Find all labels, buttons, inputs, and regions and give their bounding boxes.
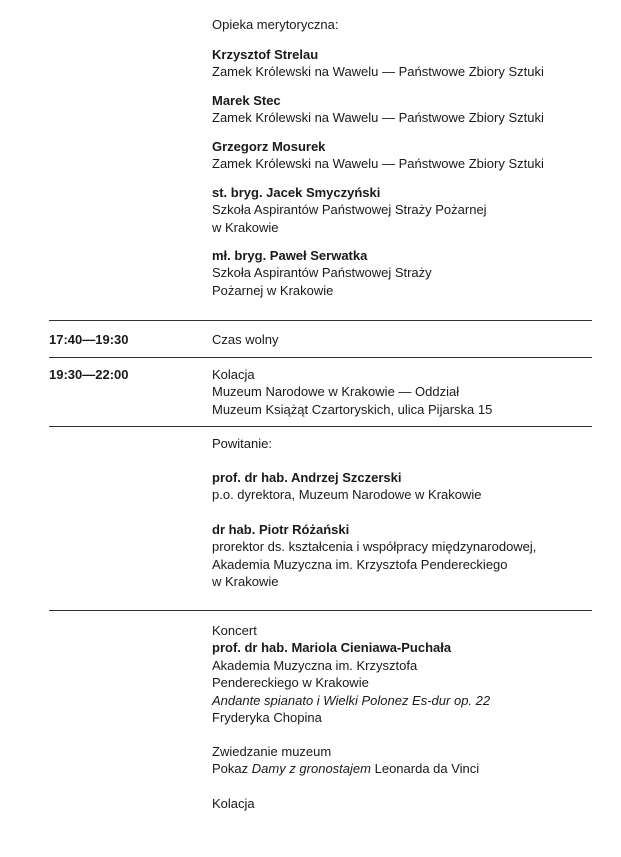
person-name: dr hab. Piotr Różański — [212, 522, 350, 537]
person-entry — [212, 138, 602, 173]
concert-heading: Koncert — [212, 623, 257, 638]
concert-block — [212, 622, 602, 726]
show-suffix: Leonarda da Vinci — [374, 761, 480, 777]
welcome-heading: Powitanie: — [212, 436, 272, 451]
divider — [49, 357, 592, 358]
time-slot: 19:30—22:00 — [49, 367, 129, 382]
agenda-title: Kolacja — [212, 367, 255, 382]
person-entry — [212, 184, 602, 236]
person-affiliation: prorektor ds. kształcenia i współpracy międzynarodowej, — [212, 539, 537, 555]
divider — [49, 426, 592, 427]
divider — [49, 610, 592, 611]
person-affiliation: Szkoła Aspirantów Państwowej Straży Pożarnej — [212, 202, 487, 218]
performer-affiliation: Akademia Muzyczna im. Krzysztofa — [212, 657, 418, 673]
piece-title-text: Andante spianato i Wielki Polonez Es-dur op. 22 — [212, 692, 491, 708]
piece-title — [212, 692, 602, 709]
show-prefix: Pokaz — [212, 761, 249, 777]
composer: Fryderyka Chopina — [212, 710, 322, 726]
final-dinner: Kolacja — [212, 796, 255, 811]
performer-affiliation: Pendereckiego w Krakowie — [212, 675, 369, 691]
person-affiliation: Zamek Królewski na Wawelu — Państwowe Zbiory Sztuki — [212, 64, 544, 80]
person-affiliation: p.o. dyrektora, Muzeum Narodowe w Krakowie — [212, 487, 482, 503]
person-affiliation: Pożarnej w Krakowie — [212, 282, 334, 298]
person-name: prof. dr hab. Andrzej Szczerski — [212, 470, 402, 485]
person-affiliation: Zamek Królewski na Wawelu — Państwowe Zbiory Sztuki — [212, 156, 544, 172]
venue-line: Muzeum Książąt Czartoryskich, ulica Pijarska 15 — [212, 401, 493, 417]
person-affiliation: w Krakowie — [212, 574, 279, 590]
show-title: Damy z gronostajem — [251, 761, 371, 777]
person-entry — [212, 46, 602, 81]
person-name: st. bryg. Jacek Smyczyński — [212, 185, 381, 200]
person-name: Marek Stec — [212, 93, 281, 108]
agenda-item: Czas wolny — [212, 332, 279, 347]
painting-show — [212, 760, 602, 777]
person-entry — [212, 521, 602, 591]
person-entry — [212, 92, 602, 127]
person-affiliation: Akademia Muzyczna im. Krzysztofa Pendereckiego — [212, 556, 508, 572]
divider — [49, 320, 592, 321]
person-name: mł. bryg. Paweł Serwatka — [212, 248, 368, 263]
person-name: Grzegorz Mosurek — [212, 139, 326, 154]
person-entry — [212, 469, 602, 504]
person-affiliation: w Krakowie — [212, 219, 279, 235]
person-name: Krzysztof Strelau — [212, 47, 319, 62]
person-affiliation: Zamek Królewski na Wawelu — Państwowe Zbiory Sztuki — [212, 110, 544, 126]
time-slot: 17:40—19:30 — [49, 332, 129, 347]
agenda-item — [212, 366, 602, 418]
visit-title: Zwiedzanie muzeum — [212, 744, 332, 759]
supervision-heading: Opieka merytoryczna: — [212, 17, 339, 32]
venue-line: Muzeum Narodowe w Krakowie — Oddział — [212, 384, 460, 400]
person-entry — [212, 247, 602, 299]
person-affiliation: Szkoła Aspirantów Państwowej Straży — [212, 265, 432, 281]
performer-name: prof. dr hab. Mariola Cieniawa-Puchała — [212, 640, 452, 656]
museum-visit — [212, 743, 602, 778]
